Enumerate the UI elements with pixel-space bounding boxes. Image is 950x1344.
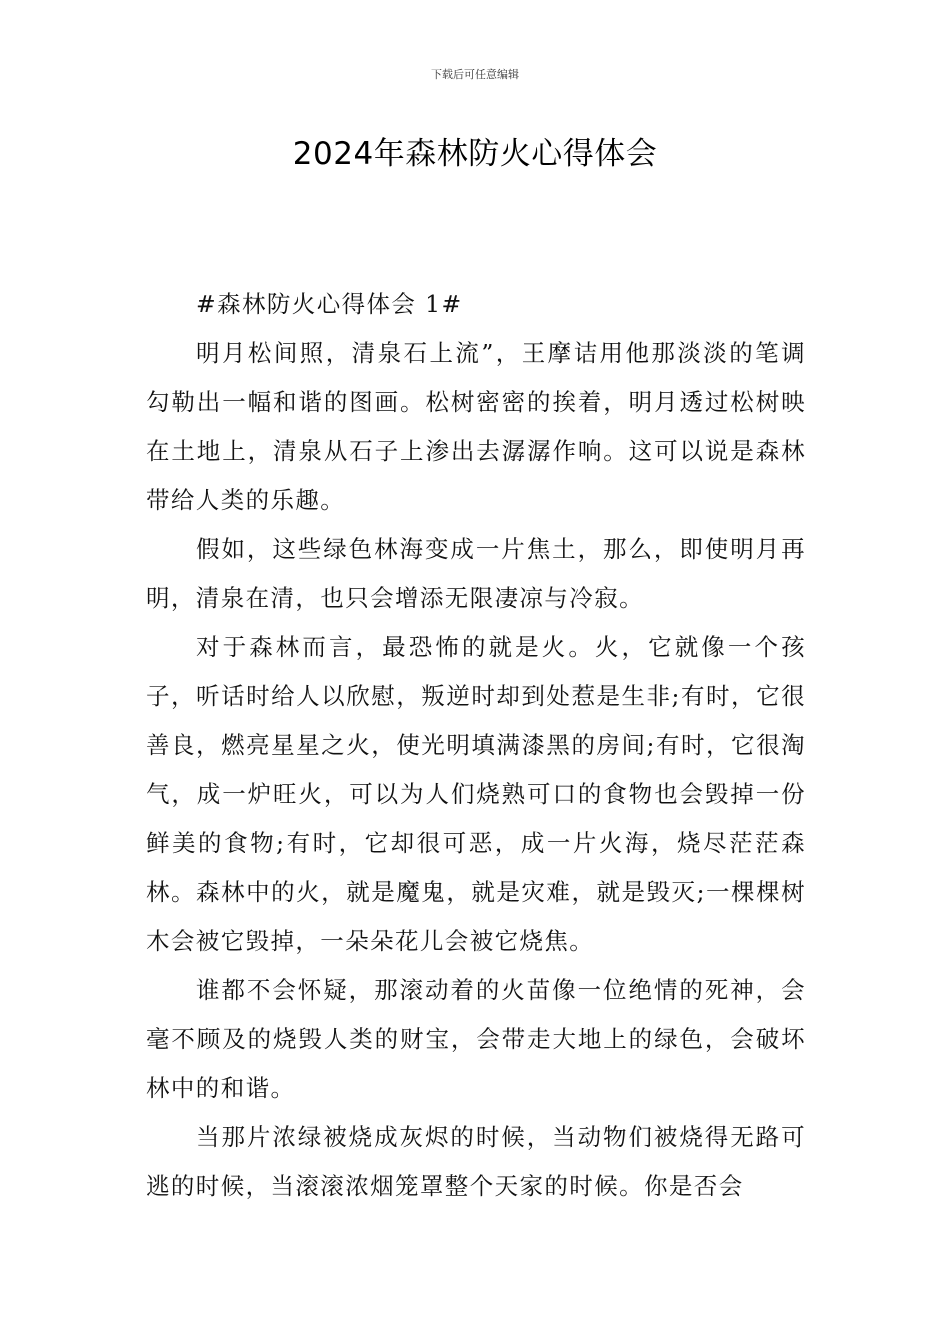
paragraph-2: 假如，这些绿色林海变成一片焦土，那么，即使明月再明，清泉在清，也只会增添无限凄凉与冷寂。: [146, 535, 806, 612]
paragraph-1: 明月松间照，清泉石上流”，王摩诘用他那淡淡的笔调勾勒出一幅和谐的图画。松树密密的挨着，明月透过松树映在土地上，清泉从石子上渗出去潺潺作响。这可以说是森林带给人类的乐趣。: [146, 339, 806, 514]
section-heading: #森林防火心得体会 1#: [196, 290, 463, 318]
document-body: [146, 280, 806, 1211]
paragraph-5: 当那片浓绿被烧成灰烬的时候，当动物们被烧得无路可逃的时候，当滚滚浓烟笼罩整个天家的时候。你是否会: [146, 1123, 806, 1200]
header-note: 下载后可任意编辑: [431, 68, 519, 81]
paragraph-4: 谁都不会怀疑，那滚动着的火苗像一位绝情的死神，会毫不顾及的烧毁人类的财宝，会带走大地上的绿色，会破坏林中的和谐。: [146, 976, 806, 1102]
paragraph-3: 对于森林而言，最恐怖的就是火。火，它就像一个孩子，听话时给人以欣慰，叛逆时却到处惹是生非;有时，它很善良，燃亮星星之火，使光明填满漆黑的房间;有时，它很淘气，成一炉旺火，可以为人们烧熟可口的食物也会毁掉一份鲜美的食物;有时，它却很可恶，成一片火海，烧尽茫茫森林。森林中的火，就是魔鬼，就是灾难，就是毁灭;一棵棵树木会被它毁掉，一朵朵花儿会被它烧焦。: [146, 633, 806, 955]
document-title: 2024年森林防火心得体会: [292, 136, 658, 172]
